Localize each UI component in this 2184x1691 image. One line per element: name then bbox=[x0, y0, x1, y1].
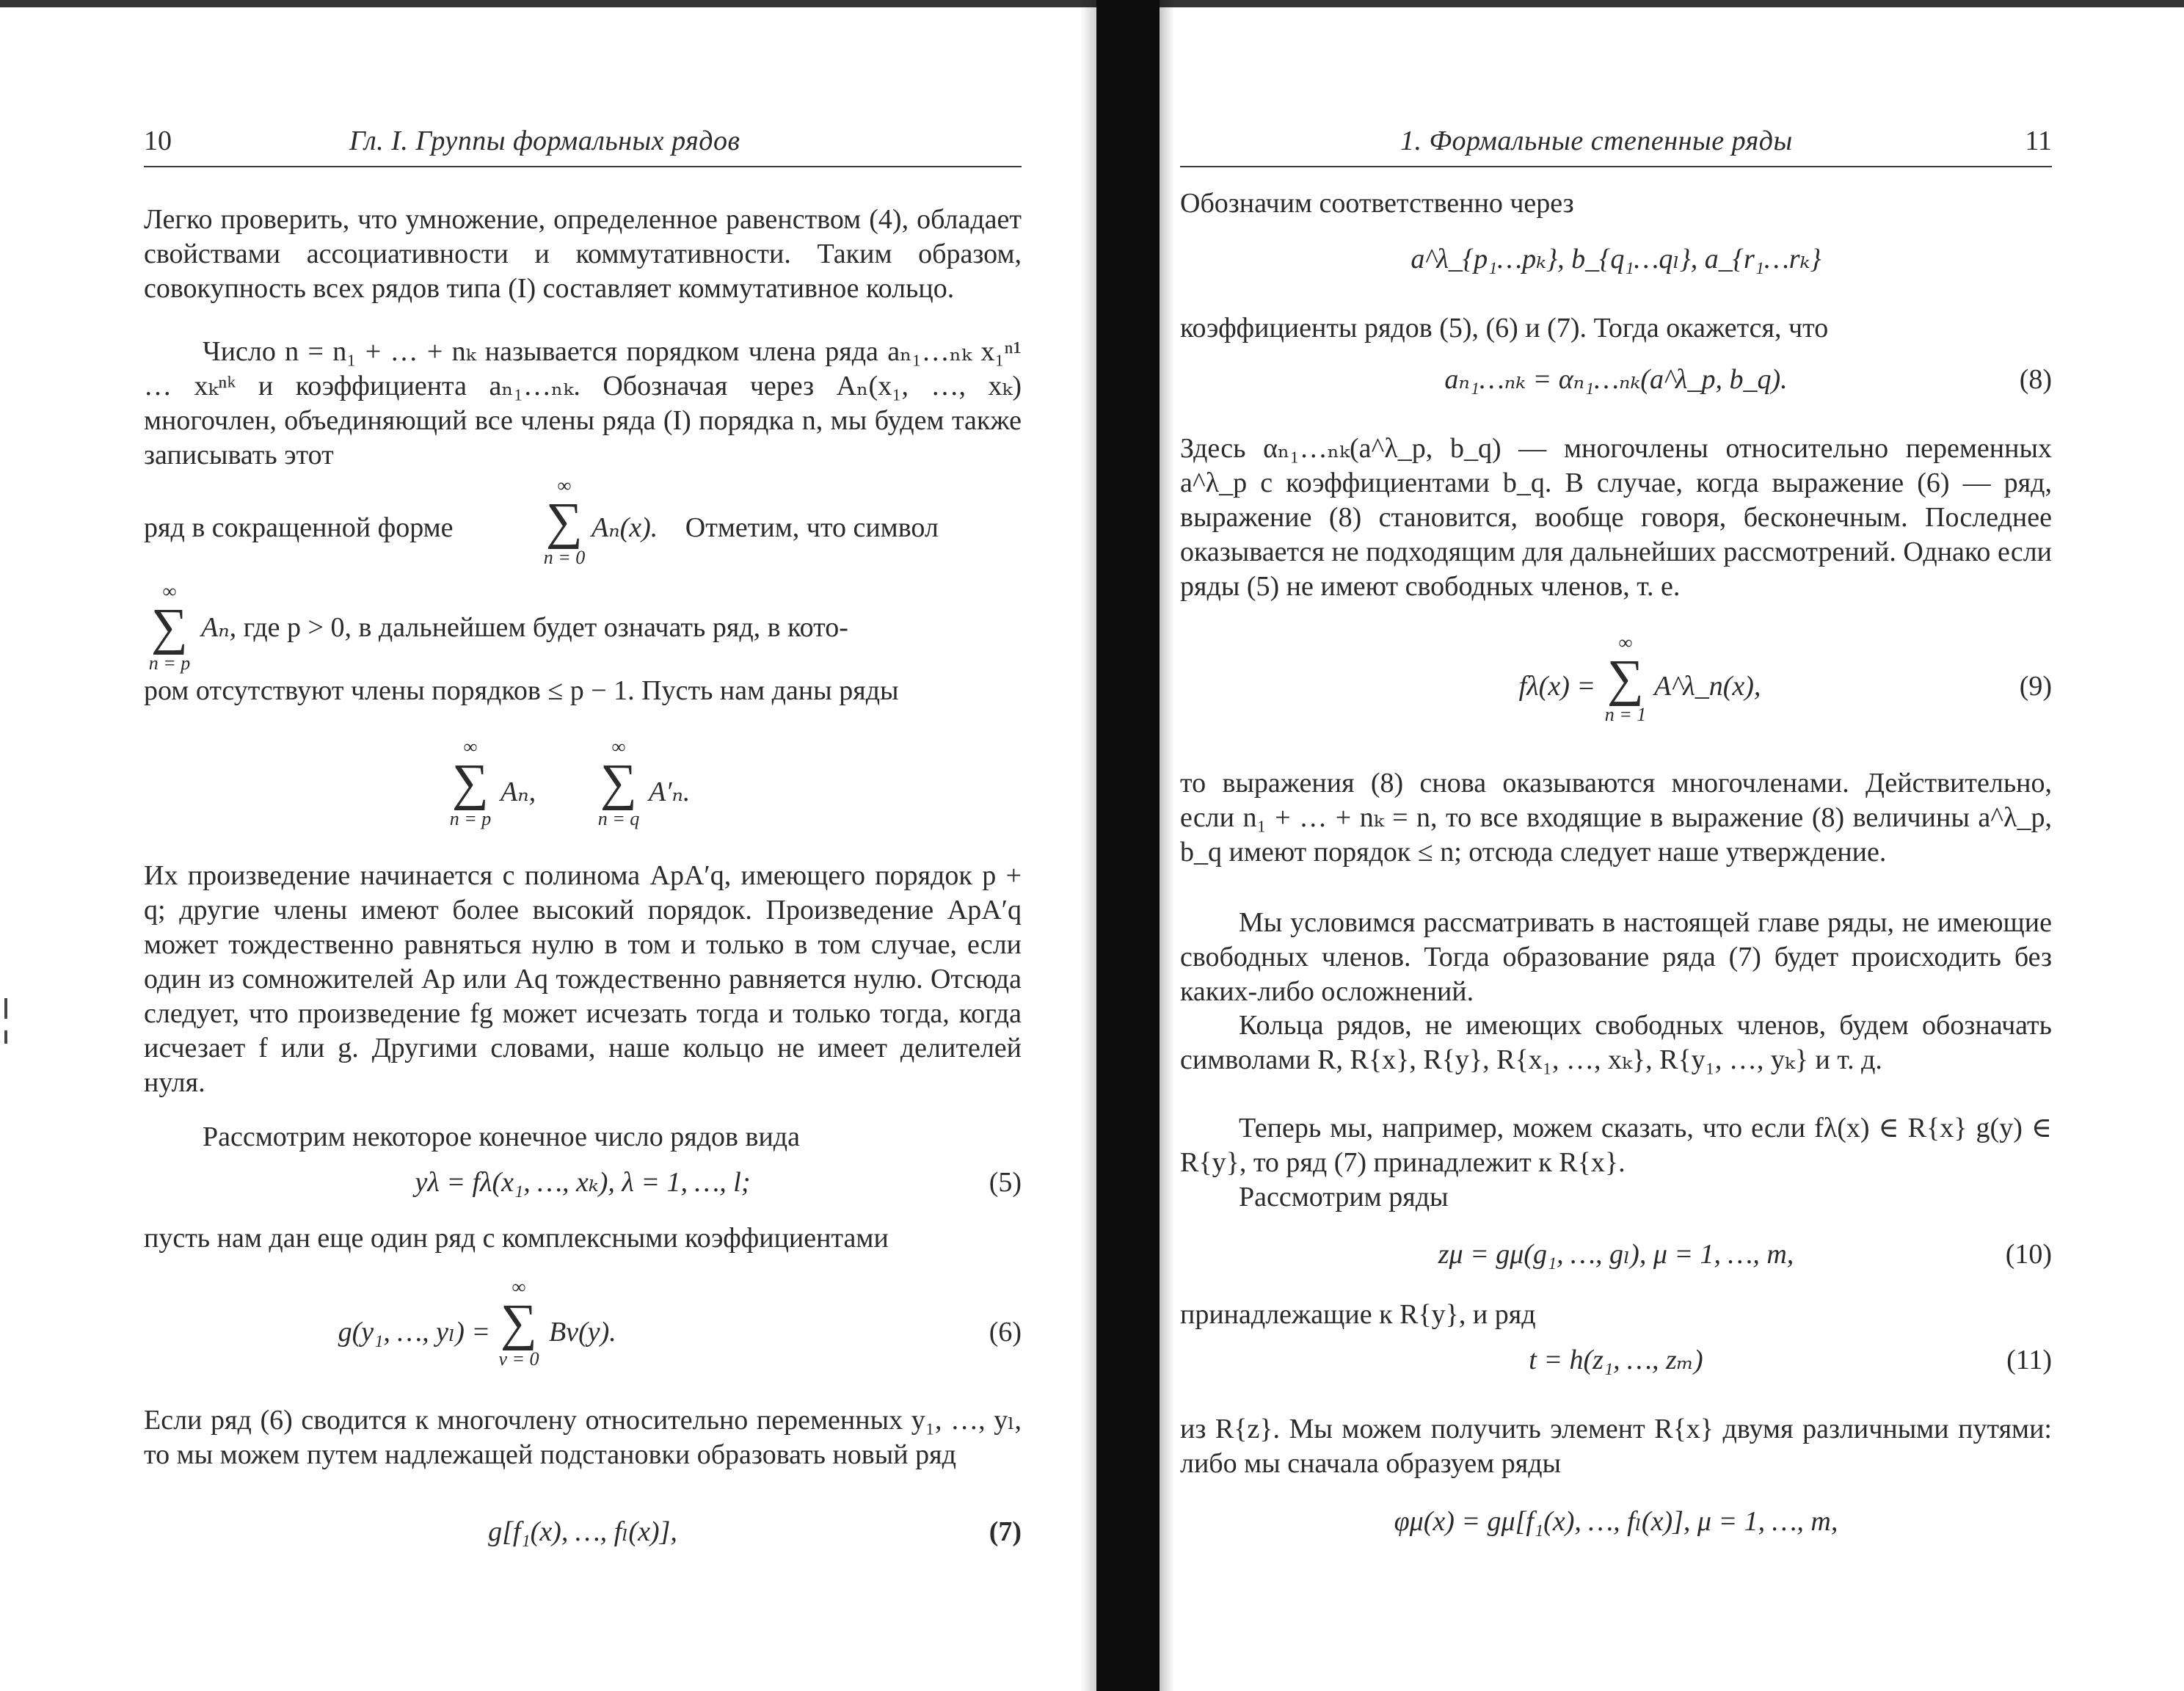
right-paragraph-3: Здесь αₙ₁…ₙₖ(a^λ_p, b_q) — многочлены относительно переменных a^λ_p с коэффициентами b_q. В случае, когда выражение (6) — ряд, выражение (8) становится, вообще говоря, бесконечным. Последнее оказывается не подходящим для дальнейших рассмотрений. Однако если ряды (5) не имеют свободных членов, т. е. bbox=[1180, 433, 2052, 602]
left-page bbox=[144, 0, 1022, 1691]
right-paragraph-6: Кольца рядов, не имеющих свободных членов, будем обозначать символами R, R{x}, R{y}, R{x₁, …, xₖ}, R{y₁, …, yₖ} и т. д. bbox=[1180, 1010, 2052, 1075]
right-paragraph-9: принадлежащие к R{y}, и ряд bbox=[1180, 1299, 1536, 1330]
equation-6-number: (6) bbox=[989, 1317, 1022, 1348]
sum-line-before: ряд в сокращенной форме bbox=[144, 512, 454, 543]
equation-8-number: (8) bbox=[2019, 364, 2052, 395]
leading-sum-lower: n = p bbox=[148, 652, 191, 674]
right-running-title: 1. Формальные степенные ряды bbox=[1400, 126, 1793, 156]
right-paragraph-10: из R{z}. Мы можем получить элемент R{x} двумя различными путями: либо мы сначала образуем ряды bbox=[1180, 1414, 2052, 1479]
left-paragraph-1: Легко проверить, что умножение, определенное равенством (4), обладает свойствами ассоциативности и коммутативности. Таким образом, совокупность всех рядов типа (I) составляет коммутативное кольцо. bbox=[144, 204, 1022, 304]
pair-sum-left-lower: n = p bbox=[449, 808, 492, 829]
equation-6-sigma: ∞ ∑ ν = 0 bbox=[493, 1277, 545, 1370]
equation-9-lhs: fλ(x) = bbox=[1518, 671, 1595, 702]
left-paragraph-2: Число n = n₁ + … + nₖ называется порядком члена ряда aₙ₁…ₙₖ x₁ⁿ¹ … xₖⁿᵏ и коэффициента aₙ₁…ₙₖ. Обозначая через Aₙ(x₁, …, xₖ) многочлен, объединяющий все члены ряда (I) порядка n, мы будем также записывать этот bbox=[144, 336, 1022, 470]
leading-sum-line bbox=[201, 611, 1022, 645]
equation-5-body: yλ = fλ(x₁, …, xₖ), λ = 1, …, l; bbox=[415, 1167, 751, 1198]
inline-sum-term-line bbox=[592, 511, 1022, 545]
right-paragraph-1: Обозначим соответственно через bbox=[1180, 188, 1574, 219]
left-page-number: 10 bbox=[144, 126, 172, 156]
coefficients-line: a^λ_{p₁…pₖ}, b_{q₁…qₗ}, a_{r₁…rₖ} bbox=[1410, 244, 1821, 274]
equation-9-lower: n = 1 bbox=[1604, 704, 1647, 725]
pair-sum-right-upper: ∞ bbox=[611, 736, 626, 757]
equation-8 bbox=[1180, 363, 2052, 396]
equation-8-body: aₙ₁…ₙₖ = αₙ₁…ₙₖ(a^λ_p, b_q). bbox=[1444, 364, 1788, 395]
equation-5 bbox=[144, 1165, 1022, 1199]
equation-9-upper: ∞ bbox=[1618, 632, 1633, 653]
left-paragraph-6: Их произведение начинается с полинома ApA′q, имеющего порядок p + q; другие члены имеют более высокий порядок. Произведение ApA′q может тождественно равняться нулю в том и только в том случае, если один из сомножителей Ap или Aq тождественно равняется нулю. Отсюда следует, что произведение fg может исчезать тогда и только тогда, когда исчезает f или g. Другими словами, наше кольцо не имеет делителей нуля. bbox=[144, 860, 1022, 1098]
right-paragraph-5: Мы условимся рассматривать в настоящей главе ряды, не имеющие свободных членов. Тогда образование ряда (7) будет происходить без каких-либо осложнений. bbox=[1180, 907, 2052, 1007]
equation-10-number: (10) bbox=[2005, 1239, 2052, 1270]
equation-10 bbox=[1180, 1237, 2052, 1271]
gutter-shadow-right bbox=[1158, 0, 1174, 1691]
left-paragraph-9: Если ряд (6) сводится к многочлену относительно переменных y₁, …, yₗ, то мы можем путем надлежащей подстановки образовать новый ряд bbox=[144, 1405, 1022, 1470]
right-paragraph-4: то выражения (8) снова оказываются многочленами. Действительно, если n₁ + … + nₖ = n, то все входящие в выражение (8) величины a^λ_p, b_q имеют порядок ≤ n; отсюда следует наше утверждение. bbox=[1180, 768, 2052, 868]
scan-speck bbox=[4, 998, 7, 1019]
leading-sum-text: где p > 0, в дальнейшем будет означать ряд, в кото- bbox=[243, 612, 848, 643]
right-paragraph-7: Теперь мы, например, можем сказать, что если fλ(x) ∈ R{x} g(y) ∈ R{y}, то ряд (7) принадлежит к R{x}. bbox=[1180, 1113, 2052, 1178]
pair-sum-right-lower: n = q bbox=[597, 808, 640, 829]
scan-speck bbox=[4, 1030, 7, 1044]
equation-12: φμ(x) = gμ[f₁(x), …, fₗ(x)], μ = 1, …, m, bbox=[1394, 1506, 1838, 1537]
leading-sum-sigma: ∞ ∑ n = p bbox=[144, 581, 195, 674]
equation-6-rhs: Bν(y). bbox=[549, 1317, 616, 1348]
equation-7 bbox=[144, 1515, 1022, 1549]
leading-sum-upper: ∞ bbox=[162, 581, 177, 602]
right-running-head bbox=[1180, 117, 2052, 167]
equation-7-body: g[f₁(x), …, fₗ(x)], bbox=[488, 1516, 677, 1547]
equation-6-lhs: g(y₁, …, yₗ) = bbox=[338, 1317, 490, 1348]
inline-sum-sigma: ∞ ∑ n = 0 bbox=[539, 476, 590, 568]
equation-9-number: (9) bbox=[2019, 671, 2052, 702]
equation-6-upper: ∞ bbox=[512, 1276, 526, 1298]
pair-sum-left-sigma: ∞ ∑ n = p bbox=[445, 737, 496, 829]
inline-sum-upper: ∞ bbox=[557, 475, 572, 496]
left-running-title: Гл. I. Группы формальных рядов bbox=[349, 126, 740, 156]
right-page-number: 11 bbox=[2025, 126, 2052, 156]
equation-6-lower: ν = 0 bbox=[498, 1348, 539, 1370]
equation-11-body: t = h(z₁, …, zₘ) bbox=[1529, 1345, 1703, 1375]
equation-10-body: zμ = gμ(g₁, …, gₗ), μ = 1, …, m, bbox=[1438, 1239, 1794, 1270]
leading-sum-term: Aₙ, bbox=[201, 612, 237, 643]
pair-sum-left-term: Aₙ, bbox=[500, 777, 536, 807]
pair-sum-left-upper: ∞ bbox=[463, 736, 478, 757]
equation-7-number: (7) bbox=[989, 1516, 1022, 1547]
inline-sum-term: Aₙ(x). bbox=[592, 512, 658, 543]
left-paragraph-8: пусть нам дан еще один ряд с комплексными коэффициентами bbox=[144, 1223, 889, 1254]
equation-5-number: (5) bbox=[989, 1167, 1022, 1198]
equation-9-rhs-line bbox=[1654, 669, 2052, 703]
equation-6-rhs-line bbox=[549, 1315, 1022, 1349]
pair-sum-right-term: A′ₙ. bbox=[649, 777, 691, 807]
equation-9-sigma: ∞ ∑ n = 1 bbox=[1600, 633, 1651, 725]
left-paragraph-7: Рассмотрим некоторое конечное число рядов вида bbox=[203, 1121, 800, 1152]
equation-11 bbox=[1180, 1343, 2052, 1377]
pair-sum-right-sigma: ∞ ∑ n = q bbox=[593, 737, 644, 829]
right-paragraph-2: коэффициенты рядов (5), (6) и (7). Тогда окажется, что bbox=[1180, 313, 1829, 343]
right-paragraph-8: Рассмотрим ряды bbox=[1239, 1182, 1449, 1212]
sum-line-after: Отметим, что символ bbox=[685, 512, 939, 543]
inline-sum-lower: n = 0 bbox=[543, 547, 586, 568]
left-running-head bbox=[144, 117, 1022, 167]
equation-9-rhs: A^λ_n(x), bbox=[1654, 671, 1761, 702]
left-paragraph-5: ром отсутствуют члены порядков ≤ p − 1. Пусть нам даны ряды bbox=[144, 675, 899, 706]
book-gutter bbox=[1096, 0, 1160, 1691]
right-page bbox=[1180, 0, 2052, 1691]
equation-11-number: (11) bbox=[2006, 1345, 2052, 1375]
